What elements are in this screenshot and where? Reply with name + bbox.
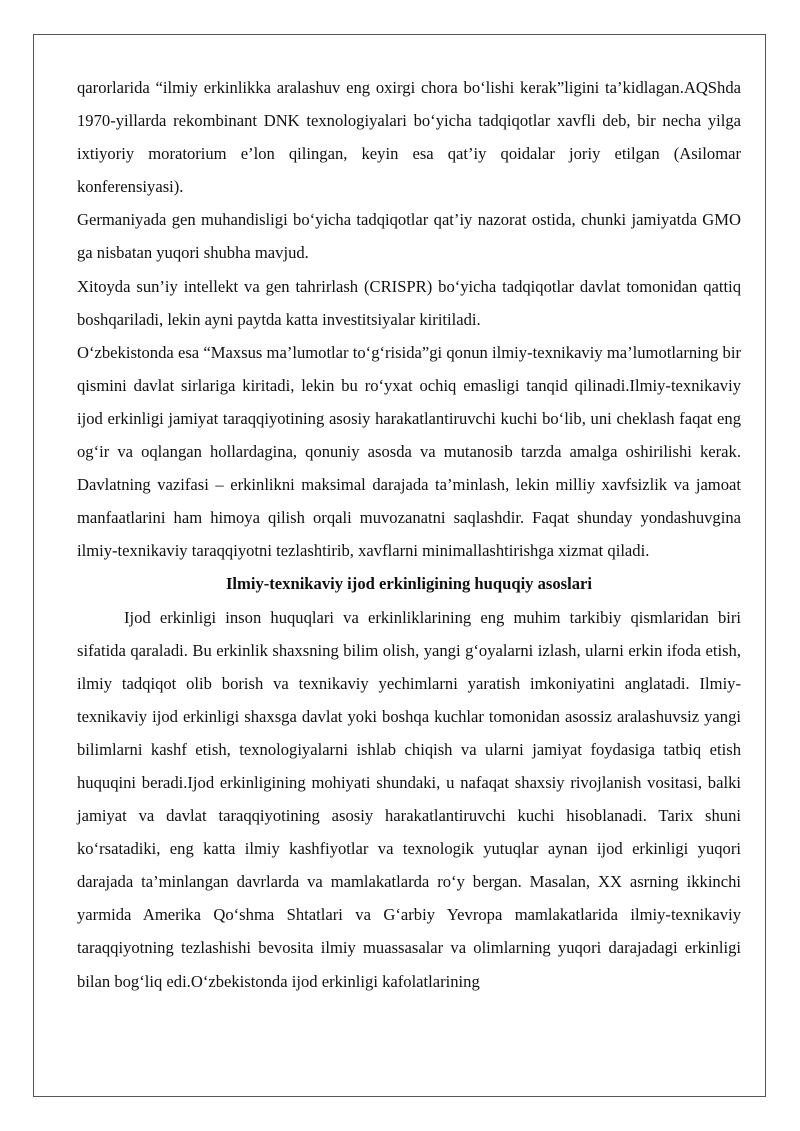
section-heading: Ilmiy-texnikaviy ijod erkinligining huquqiy asoslari [225, 574, 593, 594]
paragraph-creative-freedom: Ijod erkinligi inson huquqlari va erkinliklarining eng muhim tarkibiy qismlaridan biri sifatida qaraladi. Bu erkinlik shaxsning bilim olish, yangi g‘oyalarni izlash, ularni erkin ifoda etish, ilmiy tadqiqot olib borish va texnikaviy yechimlarni yaratish imkoniyatini anglatadi. Ilmiy-texnikaviy ijod erkinligi shaxsga davlat yoki boshqa kuchlar tomonidan asossiz aralashuvsiz yangi bilimlarni kashf etish, texnologiyalarni ishlab chiqish va ularni jamiyat foydasiga tatbiq etish huquqini beradi.Ijod erkinligining mohiyati shundaki, u nafaqat shaxsiy rivojlanish vositasi, balki jamiyat va davlat taraqqiyotining asosiy harakatlantiruvchi kuchi hisoblanadi. Tarix shuni ko‘rsatadiki, eng katta ilmiy kashfiyotlar va texnologik yutuqlar aynan ijod erkinligi yuqori darajada ta’minlangan davrlarda va mamlakatlarda ro‘y bergan. Masalan, XX asrning ikkinchi yarmida Amerika Qo‘shma Shtatlari va G‘arbiy Yevropa mamlakatlarida ilmiy-texnikaviy taraqqiyotning tezlashishi bevosita ilmiy muassasalar va olimlarning yuqori darajadagi erkinligi bilan bog‘liq edi.O‘zbekistonda ijod erkinligi kafolatlarining [77, 607, 741, 991]
paragraph-uzbekistan: O‘zbekistonda esa “Maxsus ma’lumotlar to‘g‘risida”gi qonun ilmiy-texnikaviy ma’lumotlarning bir qismini davlat sirlariga kiritadi, lekin bu ro‘yxat ochiq emasligi tanqid qilinadi.Ilmiy-texnikaviy ijod erkinligi jamiyat taraqqiyotining asosiy harakatlantiruvchi kuchi bo‘lib, uni cheklash faqat eng og‘ir va oqlangan hollardagina, qonuniy asosda va mutanosib tarzda amalga oshirilishi kerak. Davlatning vazifasi – erkinlikni maksimal darajada ta’minlash, lekin milliy xavfsizlik va jamoat manfaatlarini ham himoya qilish orqali muvozanatni saqlashdir. Faqat shunday yondashuvgina ilmiy-texnikaviy taraqqiyotni tezlashtirib, xavflarni minimallashtirishga xizmat qiladi. [77, 342, 741, 561]
document-body [77, 71, 741, 998]
paragraph-china: Xitoyda sun’iy intellekt va gen tahrirlash (CRISPR) bo‘yicha tadqiqotlar davlat tomonidan qattiq boshqariladi, lekin ayni paytda katta investitsiyalar kiritiladi. [77, 276, 741, 329]
paragraph-germany: Germaniyada gen muhandisligi bo‘yicha tadqiqotlar qat’iy nazorat ostida, chunki jamiyatda GMO ga nisbatan yuqori shubha mavjud. [77, 210, 741, 263]
paragraph-asilomar: qarorlarida “ilmiy erkinlikka aralashuv eng oxirgi chora bo‘lishi kerak”ligini ta’kidlagan.AQShda 1970-yillarda rekombinant DNK texnologiyalari bo‘yicha tadqiqotlar xavfli deb, bir necha yilga ixtiyoriy moratorium e’lon qilingan, keyin esa qat’iy qoidalar joriy etilgan (Asilomar konferensiyasi). [77, 78, 741, 197]
